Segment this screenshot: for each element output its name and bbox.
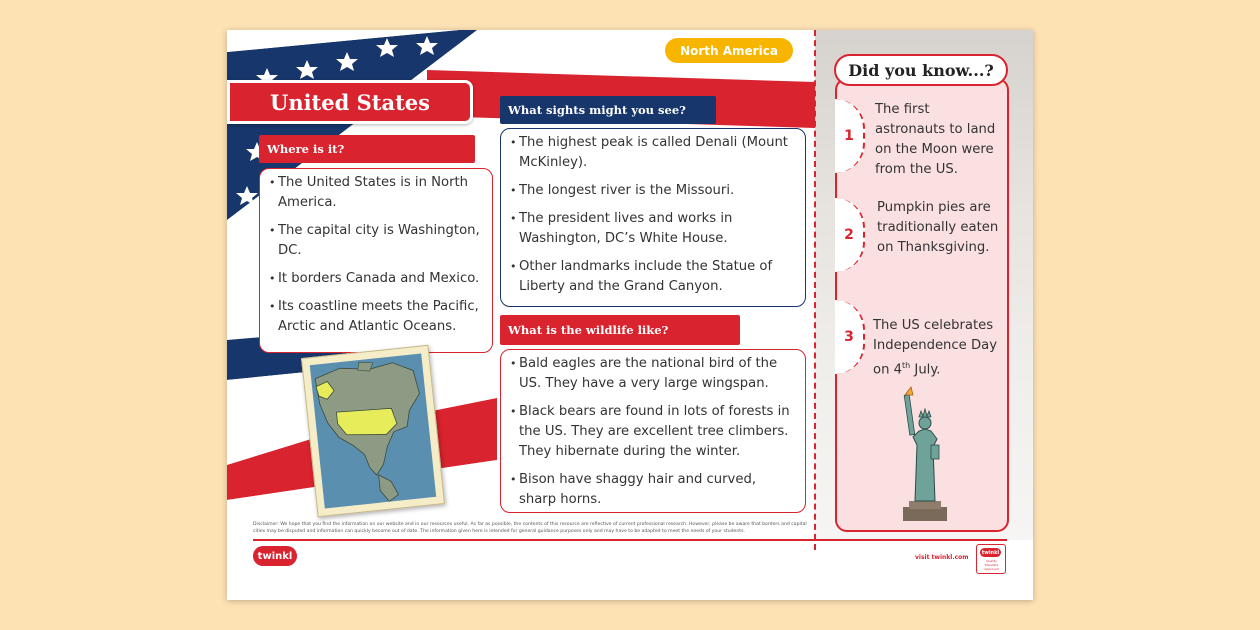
list-item: • It borders Canada and Mexico. — [270, 269, 484, 289]
fact-number: 3 — [835, 300, 865, 374]
list-item: • The capital city is Washington, DC. — [270, 221, 484, 261]
did-you-know-title: Did you know...? — [834, 54, 1008, 86]
list-item: • The highest peak is called Denali (Mount McKinley). — [511, 133, 797, 173]
list-item: • Black bears are found in lots of forests in the US. They are excellent tree climbers. They hibernate during the winter. — [511, 402, 797, 462]
fact-text: The first astronauts to land on the Moon were from the US. — [875, 102, 996, 177]
list-item: • The longest river is the Missouri. — [511, 181, 797, 201]
list-item: • The president lives and works in Washington, DC’s White House. — [511, 209, 797, 249]
where-box — [259, 168, 493, 353]
list-item: • Other landmarks include the Statue of Liberty and the Grand Canyon. — [511, 257, 797, 297]
list-item: • Bald eagles are the national bird of the US. They have a very large wingspan. — [511, 354, 797, 394]
disclaimer-text: Disclaimer: We hope that you find the information on our website and in our resources useful. As far as possible, the contents of this resource are reflective of current professional research. However, please be aware that borders and capital cities may be disputed and information can quickly become out of date. The information given here is intended for general guidance purposes only and may have to be adapted to meet the needs of your students. — [253, 522, 807, 534]
statue-of-liberty-icon — [895, 385, 955, 525]
twinkl-logo[interactable]: twinkl — [253, 546, 297, 566]
page-title: United States — [227, 80, 473, 124]
map-image — [310, 354, 436, 509]
north-america-map — [301, 345, 445, 518]
wildlife-heading: What is the wildlife like? — [500, 315, 740, 345]
fact-text — [873, 316, 1005, 380]
fact-number: 2 — [835, 198, 865, 272]
sights-box — [500, 128, 806, 307]
wildlife-box — [500, 349, 806, 513]
badge-caption: Quality Standard Approved — [984, 559, 999, 571]
where-heading: Where is it? — [259, 135, 475, 163]
list-item: • The United States is in North America. — [270, 173, 484, 213]
fact-superscript: th — [902, 361, 911, 370]
quality-badge-icon — [976, 544, 1006, 574]
map-land-icon — [310, 354, 436, 509]
fact-text: Pumpkin pies are traditionally eaten on Thanksgiving. — [877, 200, 999, 255]
fact-text-part: The US celebrates Independence Day on 4 — [873, 318, 998, 378]
fact-file-page — [227, 30, 1033, 600]
divider — [814, 30, 816, 550]
list-item: • Bison have shaggy hair and curved, sharp horns. — [511, 470, 797, 510]
fact-text-part: July. — [910, 362, 941, 378]
fact-number: 1 — [835, 99, 865, 173]
badge-logo: twinkl — [981, 549, 1000, 556]
footer-divider — [253, 539, 1007, 541]
list-item: • Its coastline meets the Pacific, Arctic and Atlantic Oceans. — [270, 297, 484, 337]
region-badge: North America — [665, 38, 793, 63]
visit-link[interactable]: visit twinkl.com — [915, 554, 969, 561]
sights-heading: What sights might you see? — [500, 96, 716, 124]
